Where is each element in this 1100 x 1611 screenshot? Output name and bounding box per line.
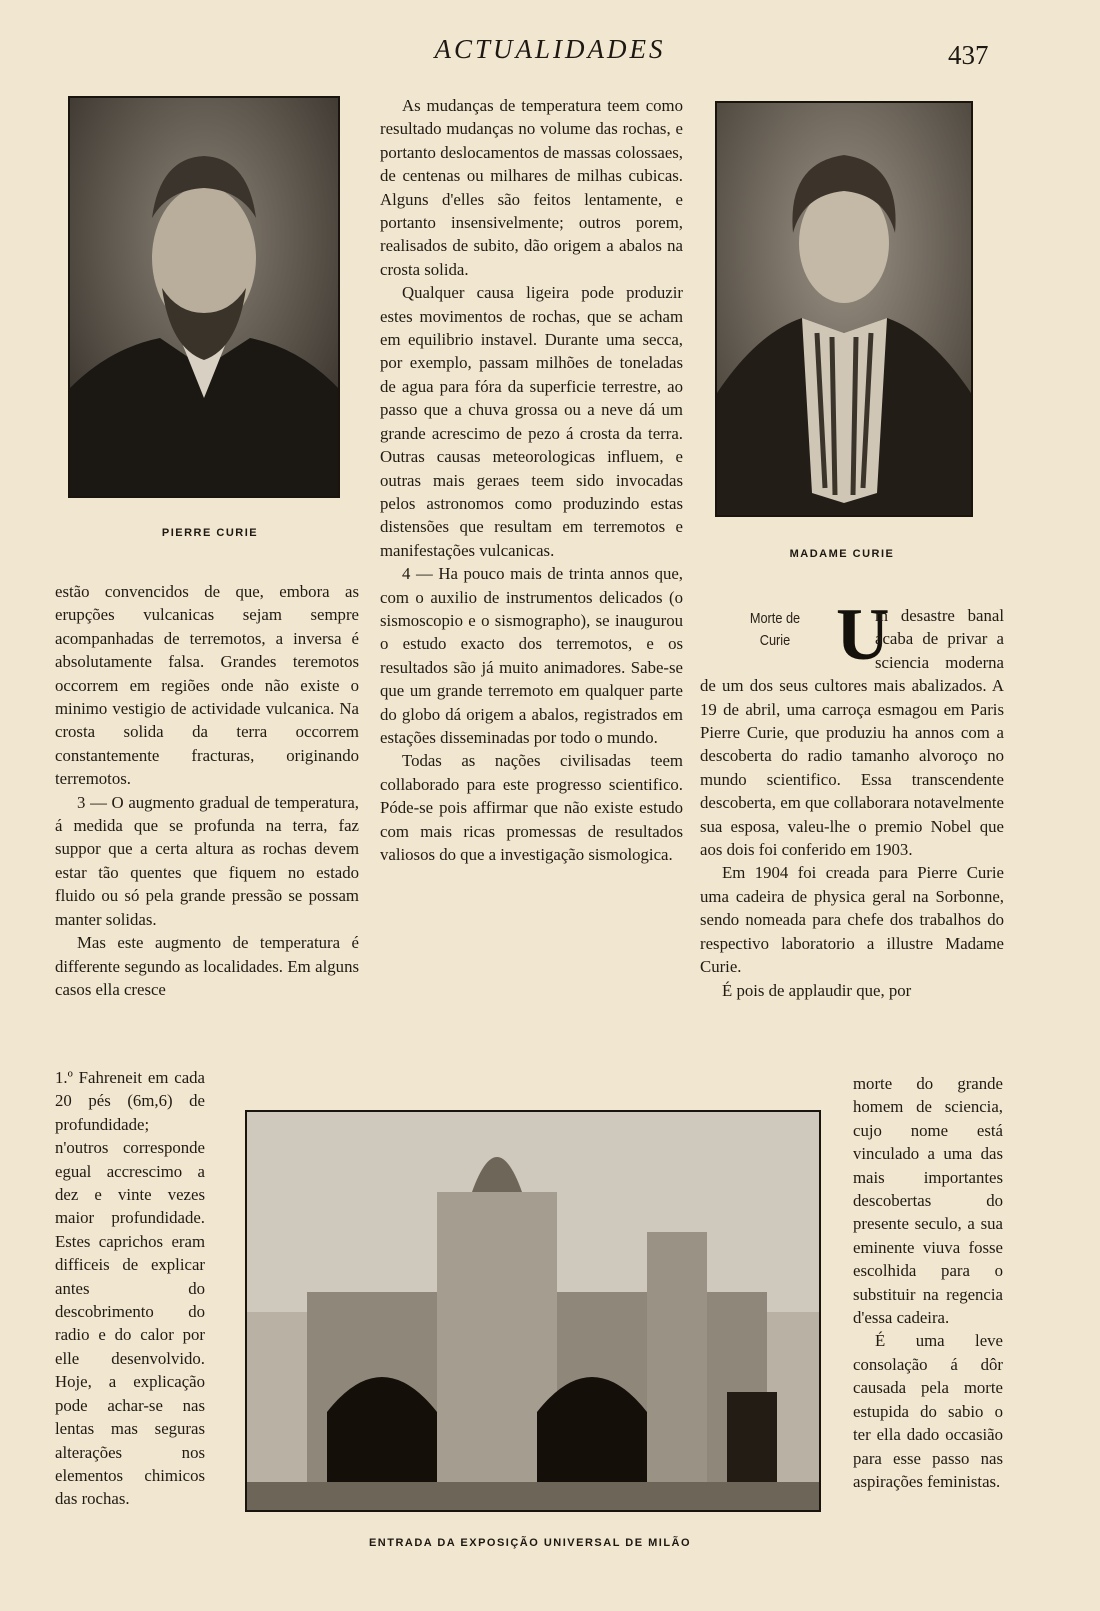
- milan-exposition-caption: ENTRADA DA EXPOSIÇÃO UNIVERSAL DE MILÃO: [368, 1537, 692, 1549]
- column-2-paragraph-3: 4 — Ha pouco mais de trinta annos que, com o auxilio de instrumentos delicados (o sismoscopio e o sismographo), se inaugurou o estudo exacto dos terremotos, e os resultados são já muito animadores. Sabe-se que um grande terremoto em qualquer parte do globo dá origem a abalos, registrados em estações disseminadas por todo o mundo.: [380, 564, 683, 747]
- milan-exposition-photo: [245, 1110, 821, 1512]
- column-1-paragraph-3: Mas este augmento de temperatura é differente segundo as localidades. Em alguns casos ella cresce: [55, 933, 359, 999]
- page-number: 437: [948, 40, 989, 70]
- madame-curie-portrait: [715, 101, 973, 517]
- column-3-lead-paragraph: m desastre banal acaba de privar a sciencia moderna de um dos seus cultores mais abalizados. A 19 de abril, uma carroça esmagou em Paris Pierre Curie, que produziu ha annos com a descoberta do radio tamanho alvoroço no mundo scientifico. Essa transcendente descoberta, em que collaborara notavelmente sua esposa, valeu-lhe o premio Nobel que aos dois foi conferido em 1903.: [700, 606, 1004, 860]
- column-3-lead-top: [700, 594, 1004, 1002]
- column-3-narrow: [853, 1072, 1003, 1493]
- sidenote-line-1: Morte de: [749, 610, 801, 627]
- madame-curie-caption: MADAME CURIE: [789, 548, 895, 560]
- column-1-lower: [55, 1066, 205, 1511]
- column-1-paragraph-1: estão convencidos de que, embora as erupções vulcanicas sejam sempre acompanhadas de terremotos, a inversa é absolutamente falsa. Grandes teremotos occorrem em regiões onde não existe o minimo vestigio de actividade vulcanica. Na crosta solida da terra occorrem constantemente fracturas, originando terremotos.: [55, 582, 359, 789]
- column-2-paragraph-2: Qualquer causa ligeira pode produzir estes movimentos de rochas, que se acham em equilibrio instavel. Durante uma secca, por exemplo, passam milhões de toneladas de agua para fóra da superficie terrestre, ao passo que a chuva grossa ou a neve dá um grande acrescimo de pezo á crosta da terra. Outras causas meteorologicas influem, e outras mais geraes teem sido invocadas pelos astronomos como produzindo estas distensões que resultam em terremotos e manifestações vulcanicas.: [380, 283, 683, 560]
- column-1-upper: [55, 580, 359, 1001]
- pierre-curie-portrait: [68, 96, 340, 498]
- column-1-paragraph-3-continued: 1.º Fahreneit em cada 20 pés (6m,6) de profundidade; n'outros corresponde egual accrescimo a dez e vinte vezes maior profundidade. Estes caprichos eram difficeis de explicar antes do descobrimento do radio e do calor por elle desenvolvido. Hoje, a explicação pode achar-se nas lentas mas seguras alterações nos elementos chimicos das rochas.: [55, 1068, 205, 1509]
- column-3-paragraph-4: É uma leve consolação á dôr causada pela morte estupida do sabio o ter ella dado occasião para esse passo nas aspirações feministas.: [853, 1331, 1003, 1491]
- drop-cap: U: [836, 594, 890, 676]
- column-2-paragraph-1: As mudanças de temperatura teem como resultado mudanças no volume das rochas, e portanto deslocamentos de massas colossaes, de centenas ou milhares de milhas cubicas. Alguns d'elles são feitos lentamente, e portanto insensivelmente; outros porem, realisados de subito, dão origem a abalos na crosta solida.: [380, 96, 683, 279]
- column-1-paragraph-2: 3 — O augmento gradual de temperatura, á medida que se profunda na terra, faz suppor que a certa altura as rochas devem estar tão quentes que fiquem no estado fluido ou só pela grande pressão se possam manter solidas.: [55, 792, 359, 929]
- column-2-paragraph-4: Todas as nações civilisadas teem collaborado para este progresso scientifico. Póde-se pois affirmar que não existe estudo com mais ricas promessas de resultados valiosos do que a investigação sismologica.: [380, 751, 683, 864]
- column-3-paragraph-3-start: É pois de applaudir que, por: [722, 980, 912, 1000]
- running-head: ACTUALIDADES: [434, 34, 666, 64]
- column-3-paragraph-3-continued: morte do grande homem de sciencia, cujo nome está vinculado a uma das mais importantes descobertas do presente seculo, a sua eminente viuva fosse escolhida para o substituir na regencia d'essa cadeira.: [853, 1074, 1003, 1328]
- sidenote-line-2: Curie: [759, 632, 791, 649]
- column-2: [380, 94, 683, 866]
- column-3-paragraph-2: Em 1904 foi creada para Pierre Curie uma cadeira de physica geral na Sorbonne, sendo nomeada para chefe dos trabalhos do respectivo laboratorio a illustre Madame Curie.: [700, 863, 1004, 977]
- pierre-curie-caption: PIERRE CURIE: [161, 527, 259, 539]
